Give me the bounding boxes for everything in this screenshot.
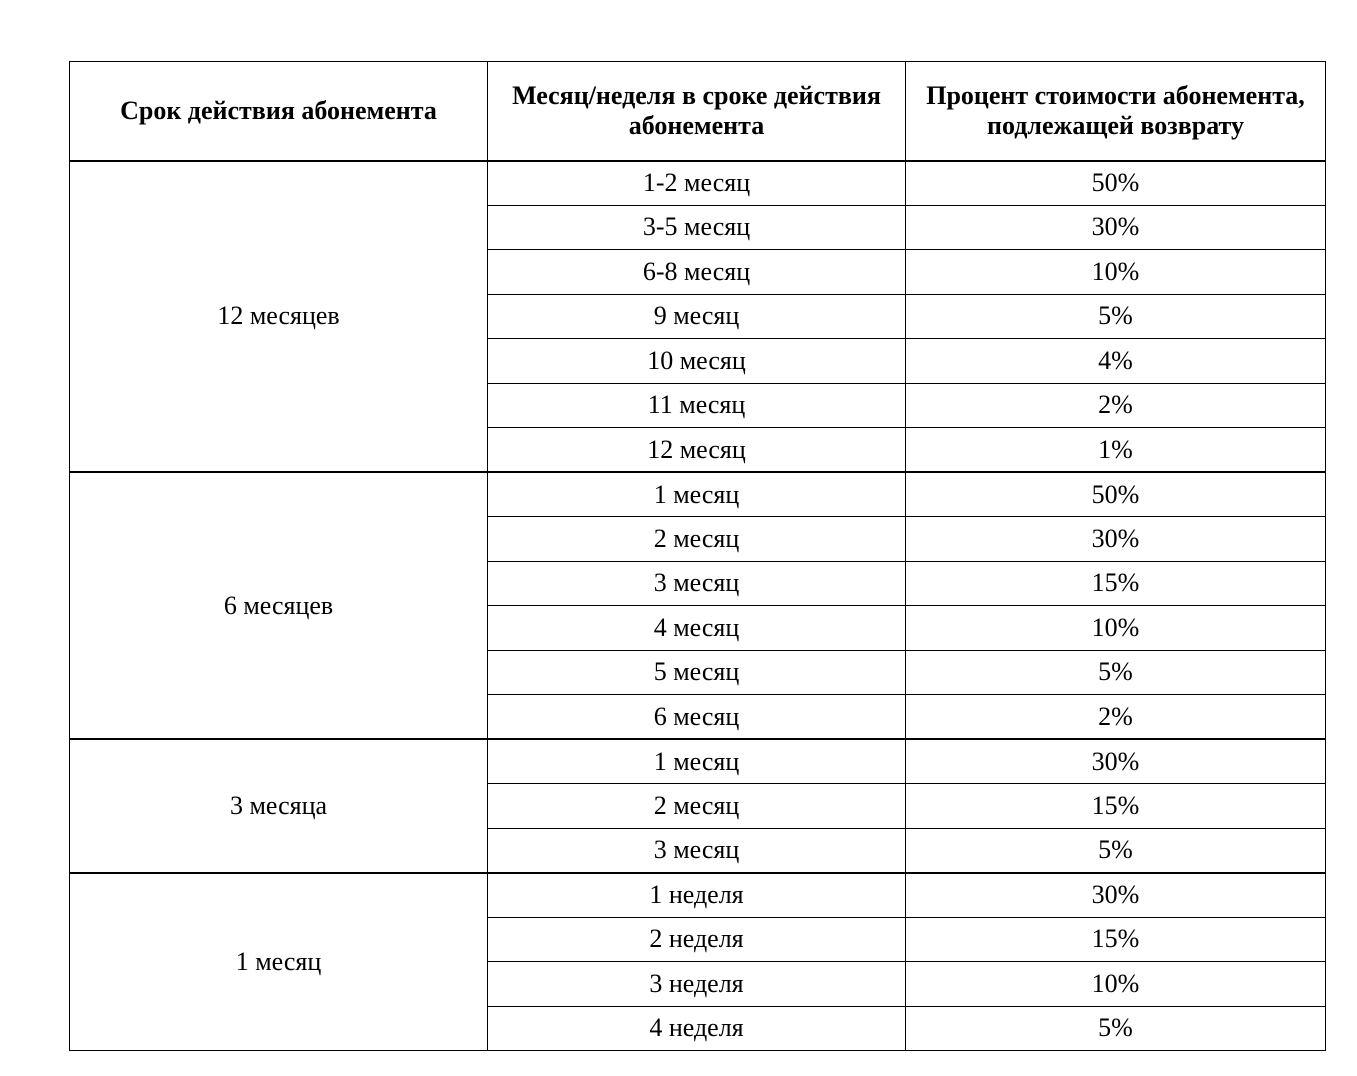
percent-cell: 50% xyxy=(906,472,1326,517)
percent-cell: 15% xyxy=(906,784,1326,829)
percent-cell: 5% xyxy=(906,650,1326,695)
interval-cell: 2 месяц xyxy=(488,517,906,562)
percent-cell: 10% xyxy=(906,606,1326,651)
percent-cell: 50% xyxy=(906,161,1326,206)
interval-cell: 6 месяц xyxy=(488,695,906,740)
interval-cell: 4 месяц xyxy=(488,606,906,651)
percent-cell: 30% xyxy=(906,205,1326,250)
period-cell: 6 месяцев xyxy=(70,472,488,739)
percent-cell: 30% xyxy=(906,517,1326,562)
header-month-week: Месяц/неделя в сроке действия абонемента xyxy=(488,62,906,161)
period-cell: 1 месяц xyxy=(70,873,488,1051)
percent-cell: 2% xyxy=(906,383,1326,428)
interval-cell: 12 месяц xyxy=(488,428,906,473)
period-cell: 12 месяцев xyxy=(70,161,488,473)
percent-cell: 30% xyxy=(906,873,1326,918)
interval-cell: 3-5 месяц xyxy=(488,205,906,250)
percent-cell: 5% xyxy=(906,1006,1326,1051)
table-row xyxy=(70,739,1326,784)
percent-cell: 5% xyxy=(906,828,1326,873)
header-subscription-period: Срок действия абонемента xyxy=(70,62,488,161)
percent-cell: 2% xyxy=(906,695,1326,740)
interval-cell: 9 месяц xyxy=(488,294,906,339)
percent-cell: 5% xyxy=(906,294,1326,339)
interval-cell: 11 месяц xyxy=(488,383,906,428)
percent-cell: 10% xyxy=(906,250,1326,295)
percent-cell: 15% xyxy=(906,917,1326,962)
interval-cell: 2 месяц xyxy=(488,784,906,829)
interval-cell: 1-2 месяц xyxy=(488,161,906,206)
interval-cell: 1 месяц xyxy=(488,472,906,517)
header-refund-percent: Процент стоимости абонемента, подлежащей возврату xyxy=(906,62,1326,161)
period-cell: 3 месяца xyxy=(70,739,488,873)
interval-cell: 1 неделя xyxy=(488,873,906,918)
interval-cell: 3 месяц xyxy=(488,561,906,606)
interval-cell: 6-8 месяц xyxy=(488,250,906,295)
table-row xyxy=(70,873,1326,918)
table-row xyxy=(70,472,1326,517)
interval-cell: 2 неделя xyxy=(488,917,906,962)
interval-cell: 3 месяц xyxy=(488,828,906,873)
interval-cell: 3 неделя xyxy=(488,962,906,1007)
interval-cell: 1 месяц xyxy=(488,739,906,784)
table-header-row xyxy=(70,62,1326,161)
interval-cell: 5 месяц xyxy=(488,650,906,695)
percent-cell: 1% xyxy=(906,428,1326,473)
percent-cell: 15% xyxy=(906,561,1326,606)
percent-cell: 10% xyxy=(906,962,1326,1007)
interval-cell: 4 неделя xyxy=(488,1006,906,1051)
interval-cell: 10 месяц xyxy=(488,339,906,384)
percent-cell: 4% xyxy=(906,339,1326,384)
refund-table xyxy=(69,61,1326,1051)
table-row xyxy=(70,161,1326,206)
percent-cell: 30% xyxy=(906,739,1326,784)
